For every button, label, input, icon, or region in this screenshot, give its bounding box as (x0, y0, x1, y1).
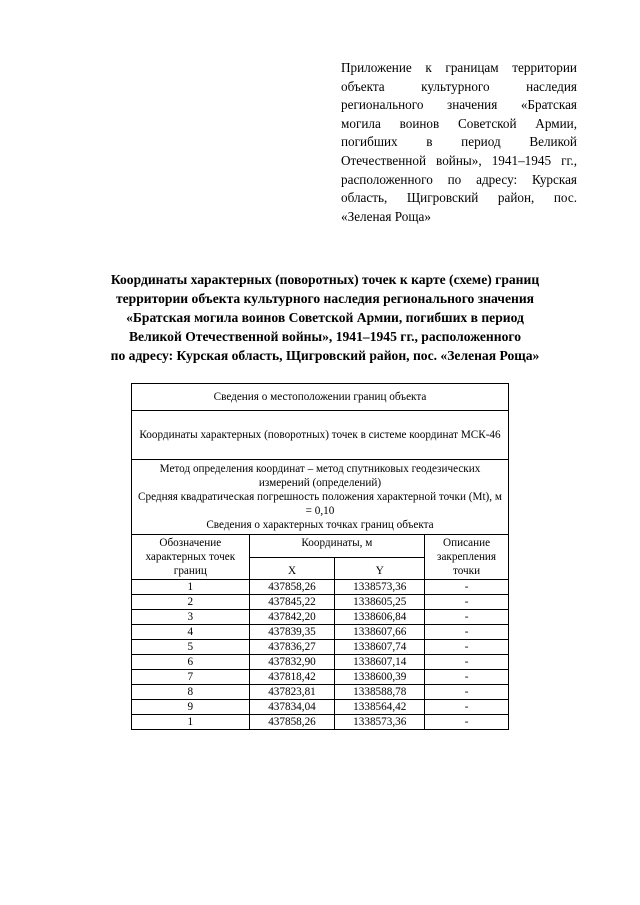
fixing-description-cell: - (425, 670, 509, 685)
heading-line: Великой Отечественной войны», 1941–1945 гг., расположенного (128, 329, 522, 344)
point-id-cell: 5 (132, 640, 250, 655)
x-coordinate-cell: 437842,20 (249, 610, 335, 625)
table-header-row (132, 411, 509, 460)
table-row (132, 655, 509, 670)
point-id-cell: 1 (132, 580, 250, 595)
y-coordinate-cell: 1338605,25 (335, 595, 425, 610)
table-row (132, 625, 509, 640)
method-cell (132, 460, 509, 535)
x-coordinate-cell: 437836,27 (249, 640, 335, 655)
col-header-y: Y (335, 557, 425, 580)
table-header-row (132, 384, 509, 411)
y-coordinate-cell: 1338573,36 (335, 580, 425, 595)
location-title-cell: Сведения о местоположении границ объекта (132, 384, 509, 411)
heading-line: «Братская могила воинов Советской Армии, погибших в период (126, 310, 524, 325)
y-coordinate-cell: 1338607,74 (335, 640, 425, 655)
fixing-description-cell: - (425, 595, 509, 610)
document-heading (60, 270, 590, 365)
y-coordinate-cell: 1338606,84 (335, 610, 425, 625)
y-coordinate-cell: 1338607,66 (335, 625, 425, 640)
points-title-text: Сведения о характерных точках границ объекта (206, 519, 434, 531)
x-coordinate-cell: 437858,26 (249, 715, 335, 730)
heading-line: территории объекта культурного наследия регионального значения (115, 291, 535, 306)
table-row (132, 700, 509, 715)
y-coordinate-cell: 1338588,78 (335, 685, 425, 700)
table-row (132, 610, 509, 625)
fixing-description-cell: - (425, 625, 509, 640)
x-coordinate-cell: 437839,35 (249, 625, 335, 640)
point-id-cell: 7 (132, 670, 250, 685)
table-row (132, 685, 509, 700)
accuracy-text: Средняя квадратическая погрешность положения характерной точки (Mt), м = 0,10 (138, 491, 502, 517)
table-row (132, 595, 509, 610)
point-id-cell: 1 (132, 715, 250, 730)
coord-system-cell: Координаты характерных (поворотных) точек в системе координат МСК-46 (132, 411, 509, 460)
fixing-description-cell: - (425, 715, 509, 730)
point-id-cell: 6 (132, 655, 250, 670)
x-coordinate-cell: 437834,04 (249, 700, 335, 715)
x-coordinate-cell: 437823,81 (249, 685, 335, 700)
fixing-description-cell: - (425, 685, 509, 700)
table-header-row (132, 535, 509, 558)
y-coordinate-cell: 1338600,39 (335, 670, 425, 685)
fixing-description-cell: - (425, 640, 509, 655)
point-id-cell: 9 (132, 700, 250, 715)
y-coordinate-cell: 1338564,42 (335, 700, 425, 715)
col-header-designation: Обозначение характерных точек границ (132, 535, 250, 580)
fixing-description-cell: - (425, 610, 509, 625)
x-coordinate-cell: 437858,26 (249, 580, 335, 595)
col-header-description: Описание закрепления точки (425, 535, 509, 580)
point-id-cell: 8 (132, 685, 250, 700)
heading-line: Координаты характерных (поворотных) точек к карте (схеме) границ (110, 272, 540, 287)
x-coordinate-cell: 437832,90 (249, 655, 335, 670)
fixing-description-cell: - (425, 700, 509, 715)
point-id-cell: 4 (132, 625, 250, 640)
coordinates-table (131, 383, 509, 730)
col-header-coordinates: Координаты, м (249, 535, 425, 558)
y-coordinate-cell: 1338573,36 (335, 715, 425, 730)
heading-line: по адресу: Курская область, Щигровский район, пос. «Зеленая Роща» (110, 348, 540, 363)
x-coordinate-cell: 437845,22 (249, 595, 335, 610)
table-row (132, 640, 509, 655)
y-coordinate-cell: 1338607,14 (335, 655, 425, 670)
appendix-note (341, 59, 577, 226)
col-header-x: X (249, 557, 335, 580)
method-text: Метод определения координат – метод спутниковых геодезических измерений (определений) (159, 463, 481, 489)
fixing-description-cell: - (425, 580, 509, 595)
point-id-cell: 3 (132, 610, 250, 625)
fixing-description-cell: - (425, 655, 509, 670)
table-row (132, 715, 509, 730)
appendix-text: Приложение к границам территории объекта культурного наследия регионального значения «Братская могила воинов Советской Армии, погибших в период Великой Отечественной войны», 1941–1945 гг., расположенного по адресу: Курская область, Щигровский район, пос. «Зеленая Роща» (341, 60, 577, 224)
table-header-row (132, 460, 509, 535)
point-id-cell: 2 (132, 595, 250, 610)
table-row (132, 670, 509, 685)
table-row (132, 580, 509, 595)
x-coordinate-cell: 437818,42 (249, 670, 335, 685)
